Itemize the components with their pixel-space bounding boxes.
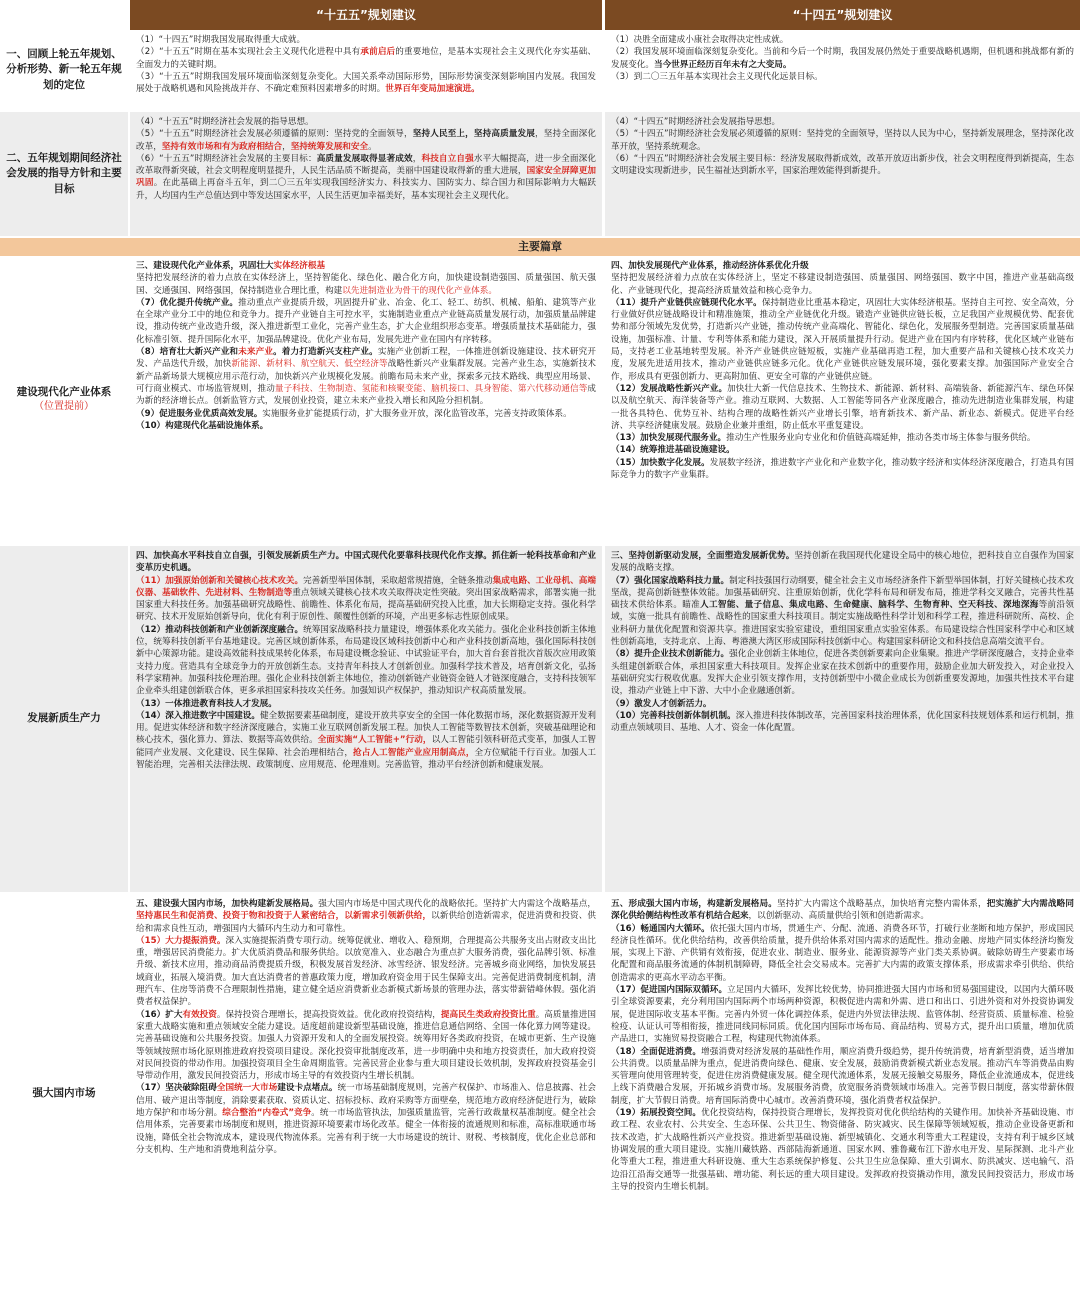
text-run: 综合整治“内卷式”竞争 xyxy=(222,1108,312,1119)
text-run: （4）“十四五”时期经济社会发展指导思想。 xyxy=(611,117,781,127)
text-run: （2）“十五五”时期在基本实现社会主义现代化进程中具有 xyxy=(136,47,361,58)
row-label xyxy=(0,112,128,236)
text-run: 全方位赋能千行百业。加强人工智能治理，完善相关法律法规、政策制度、应用规范、伦理准则。完善监管，推动平台经济创新和健康发展。 xyxy=(136,747,596,771)
text-run: 依托强大国内市场，贯通生产、分配、流通、消费各环节，打破行业垄断和地方保护，形成国民经济良性循环。优化供给结构，改善供给质量，提升供给体系对国内需求的适配性。推动金融、房地产同实体经济均衡发展，实现上下游、产供销有效衔接，促进农业、制造业、服务业、能源资源等产业门类关系协调。破除妨碍生产要素市场化配置和商品服务流通的体制机制障碍，降低全社会交易成本。完善扩大内需的政策支撑体系，形成需求牵引供给、供给创造需求的更高水平动态平衡。 xyxy=(611,923,1074,983)
text-run: 把实施扩大内需战略同深化供给侧结构性改革有机结合起来 xyxy=(611,899,1074,922)
text-run: 世界百年变局加速演进。 xyxy=(385,84,480,95)
text-run: （2）我国发展环境面临深刻复杂变化。当前和今后一个时期，我国发展仍然处于重要战略机遇期，但机遇和挑战都有新的发展变化。 xyxy=(611,47,1074,70)
text-run: ， xyxy=(412,153,422,164)
paragraph xyxy=(611,153,1074,178)
paragraph xyxy=(136,935,596,1009)
text-run: 国家安全屏障更加巩固 xyxy=(136,166,596,189)
text-run: （7）强化国家战略科技力量。 xyxy=(611,575,730,586)
text-run: （12）发展战略性新兴产业。 xyxy=(611,383,728,394)
comparison-row xyxy=(0,112,1080,236)
text-run: 有效投资 xyxy=(182,1009,217,1020)
text-run: 建设卡点堵点。 xyxy=(277,1083,338,1094)
row-label xyxy=(0,546,128,892)
text-run: 实施服务业扩能提质行动，扩大服务业开放，深化监管改革，完善支持政策体系。 xyxy=(262,408,572,419)
text-run: （8）提升企业技术创新能力。 xyxy=(611,649,730,660)
row-label-text: 强大国内市场 xyxy=(32,1086,96,1099)
paragraph xyxy=(611,550,1074,575)
text-run: 健全数据要素基础制度，建设开放共享安全的全国一体化数据市场，深化数据资源开发利用。促进实体经济和数字经济深度融合，实施工业互联网创新发展工程。加快人工智能等数智技术创新，突破基础理论和核心技术，强化算力、算法、数据等高效供给。 xyxy=(136,710,596,746)
corner-header xyxy=(0,0,128,30)
text-run: 统一市场基础制度规则，完善产权保护、市场准入、信息披露、社会信用、破产退出等制度，消除要素获取、资质认定、招标投标、政府采购等方面壁垒，规范地方政府经济促进行为，破除地方保护和市场分割。 xyxy=(136,1083,596,1119)
text-run: 的重要地位，是基本实现社会主义现代化夯实基础、全面发力的关键时期。 xyxy=(136,47,596,70)
text-run: 。在此基础上再奋斗五年，到二〇三五年实现我国经济实力、科技实力、国防实力、综合国力和国际影响力大幅跃升，人均国内生产总值达到中等发达国家水平，人民生活更加幸福美好，基本实现社会主义现代化。 xyxy=(136,178,596,201)
text-run: 四、加快发展现代产业体系，推动经济体系优化升级 xyxy=(611,261,809,271)
cell-15th-plan xyxy=(130,894,602,1293)
comparison-row xyxy=(0,894,1080,1293)
paragraph xyxy=(611,34,1074,46)
text-run: 成为新的经济增长点。创新监管方式，发展创业投资，建立未来产业投入增长和风险分担机制。 xyxy=(136,383,596,407)
text-run: 战略性新兴产业集群发展。完善产业生态，实施新技术新产品新场景大规模应用示范行动，加快新兴产业规模化发展。前瞻布局未来产业，探索多元技术路线、典型应用场景、可行商业模式、市场监管规则，推动 xyxy=(136,359,596,394)
cell-14th-plan xyxy=(605,256,1080,544)
cell-15th-plan xyxy=(130,30,602,110)
paragraph xyxy=(136,1082,596,1156)
text-run: 实施产业创新工程，一体推进创新设施建设、技术研究开发、产品迭代升级，加快 xyxy=(136,347,596,370)
cell-14th-plan xyxy=(605,30,1080,110)
paragraph xyxy=(611,1046,1074,1107)
text-run: 统筹国家战略科技力量建设，增强体系化攻关能力。强化企业科技创新主体地位，统筹科技创新平台基地建设。完善区域创新体系，布局建设区域科技创新中心和产业科技创新高地，强化国际科技创新中心策源功能。建设高效能科技成果转化体系，布局建设概念验证、中试验证平台，加大首台套首批次首版次应用政策支持力度。营造具有全球竞争力的开放创新生态。支持青年科技人才创新创业。加强科学技术普及，培育创新文化，弘扬科学家精神。加强科技伦理治理。强化企业科技创新主体地位，推动创新链产业链资金链人才链深度融合，支持科技领军企业牵头组建创新联合体，更多承担国家科技攻关任务。加强知识产权保护，推动知识产权高质量发展。 xyxy=(136,624,596,697)
text-run: 全面实施“人工智能+”行动， xyxy=(317,735,432,746)
paragraph xyxy=(136,46,596,71)
text-run: 。着力打造新兴支柱产业。 xyxy=(273,347,378,358)
text-run: 。高质量推进国家重大战略实施和重点领域安全能力建设。适度超前建设新型基础设施，推进信息通信网络、全国一体化算力网等建设。完善基础设施和公共服务投资。加强人力资源开发和人的全面发展投资。统筹用好各类政府投资，在城市更新、生产设施等领域按照市场化原则推进政府投资项目建设。深化投资审批制度改革，进一步明确中央和地方投资责任，加大政府投资对民间投资的带动作用。加强投资项目全生命周期监管。完善民营企业参与重大项目建设长效机制，发挥政府投资基金引导带动作用，激发民间投资活力，形成市场主导的有效投资内生增长机制。 xyxy=(136,1009,596,1082)
paragraph xyxy=(136,408,596,420)
paragraph xyxy=(136,550,596,575)
paragraph xyxy=(611,457,1074,482)
paragraph xyxy=(611,698,1074,710)
text-run: 以人工智能引领科研范式变革，加强人工智能同产业发展、文化建设、民生保障、社会治理相结合， xyxy=(136,735,596,758)
text-run: 保持制造业比重基本稳定，巩固壮大实体经济根基。坚持自主可控、安全高效，分行业做好供应链战略设计和精准施策，推动全产业链优化升级。锻造产业链供应链长板，立足我国产业规模优势、配套优势和部分领域先发优势，打造新兴产业链，推动传统产业高端化、智能化、绿色化，发展服务型制造。完善国家质量基础设施，加强标准、计量、专利等体系和能力建设，深入开展质量提升行动。促进产业在国内有序转移，优化区域产业链布局，支持老工业基地转型发展。补齐产业链供应链短板，实施产业基础再造工程，加大重要产品和关键核心技术攻关力度，发展先进适用技术，推动产业链供应链多元化。优化产业链供应链发展环境，强化要素支撑。加强国际产业安全合作，形成具有更强创新力、更高附加值、更安全可靠的产业链供应链。 xyxy=(611,297,1074,382)
paragraph xyxy=(136,898,596,935)
paragraph xyxy=(611,432,1074,444)
text-run: 。 xyxy=(368,141,377,152)
comparison-row xyxy=(0,30,1080,110)
text-run: 承前启后 xyxy=(360,47,396,58)
text-run: （13）加快发展现代服务业。 xyxy=(611,433,727,444)
paragraph xyxy=(611,648,1074,697)
text-run: （3）“十五五”时期我国发展环境面临深刻复杂变化。大国关系牵动国际形势，国际形势演变深刻影响国内发展。我国发展处于战略机遇和风险挑战并存、不确定难预料因素增多的时期。 xyxy=(136,71,596,95)
paragraph xyxy=(136,698,596,710)
text-run: 重点领域关键核心技术攻关取得决定性突破。突出国家战略需求，部署实施一批国家重大科技任务。加强基础研究战略性、前瞻性、体系化布局，提高基础研究投入比重，加大长期稳定支持。强化科学研究、技术开发原始创新导向，优化有利于原创性、颠覆性创新的环境，产出更多标志性原创成果。 xyxy=(136,587,596,623)
text-run: （19）拓展投资空间。 xyxy=(611,1108,702,1119)
text-run: 推动重点产业提质升级，巩固提升矿业、冶金、化工、轻工、纺织、机械、船舶、建筑等产业在全球产业分工中的地位和竞争力。提升产业链自主可控水平，实施制造业重点产业链高质量发展行动，加强质量品牌建设，推动传统产业改造升级，深入推进新型工业化，完善产业生态，扩大企业组织形态变革。增强质量技术基础能力，强化标准引领、提升国际化水平，加强品牌建设。优化产业布局，发展先进产业在国内有序转移。 xyxy=(136,297,596,345)
text-run: （15）大力提振消费。 xyxy=(136,935,226,946)
text-run: 发展数字经济，推进数字产业化和产业数字化，推动数字经济和实体经济深度融合，打造具有国际竞争力的数字产业集群。 xyxy=(611,457,1074,481)
paragraph xyxy=(611,46,1074,71)
text-run: 。统一市场监管执法，加强质量监管，完善行政裁量权基准制度。健全社会信用体系，完善要素市场制度和规则，推进资源环境要素市场化改革。健全一体衔接的流通规则和标准，高标准联通市场设施，降低全社会物流成本，建设现代物流体系。完善有利于统一大市场建设的统计、财税、考核制度，优化企业总部和分支机构、生产地和消费地利益分享。 xyxy=(136,1108,596,1155)
text-run: （11）提升产业链供应链现代化水平。 xyxy=(611,297,762,308)
paragraph xyxy=(136,710,596,771)
text-run: 科技自立自强 xyxy=(421,153,474,164)
cell-15th-plan xyxy=(130,256,602,544)
text-run: （17）促进国内国际双循环。 xyxy=(611,985,728,996)
text-run: 高质量发展取得显著成效 xyxy=(316,153,413,164)
text-run: 。保持投资合理增长，提高投资效益。优化政府投资结构， xyxy=(216,1009,441,1020)
paragraph xyxy=(136,346,596,407)
cell-14th-plan xyxy=(605,112,1080,236)
text-run: ，坚持全面深化改革， xyxy=(136,129,596,152)
paragraph xyxy=(611,898,1074,923)
text-run: 坚持人民至上，坚持高质量发展 xyxy=(412,129,535,140)
text-run: （5）“十五五”时期经济社会发展必须遵循的原则：坚持党的全面领导， xyxy=(136,129,413,140)
text-run: 以先进制造业为骨干的现代化产业体系。 xyxy=(342,285,497,296)
text-run: （15）加快数字化发展。 xyxy=(611,457,710,468)
text-run: （7）优化提升传统产业。 xyxy=(136,297,239,308)
text-run: （11）加强原始创新和关键核心技术攻关。 xyxy=(136,575,304,586)
text-run: 四、加快高水平科技自立自强，引领发展新质生产力。 xyxy=(136,551,345,561)
text-run: 全国统一大市场 xyxy=(216,1083,278,1094)
text-run: 水平大幅提高，进一步全面深化改革取得新突破，社会文明程度明显提升，人民生活品质不断提高，美丽中国建设取得新的重大进展， xyxy=(136,153,596,177)
text-run: （5）“十四五”时期经济社会发展必须遵循的原则：坚持党的全面领导，坚持以人民为中心，坚持新发展理念，坚持深化改革开放，坚持系统观念。 xyxy=(611,129,1074,152)
text-run: 抢占人工智能产业应用制高点， xyxy=(353,747,475,758)
text-run: 以新供给创造新需求，促进消费和投资、供给和需求良性互动，增强国内大循环内生动力和可靠性。 xyxy=(136,911,596,934)
text-run: （18）全面促进消费。 xyxy=(611,1046,702,1057)
text-run: （10）完善科技创新体制机制。 xyxy=(611,710,736,721)
text-run: 中国式现代化要靠科技现代化作支撑。抓住新一轮科技革命和产业变革历史机遇。 xyxy=(136,551,596,574)
paragraph xyxy=(136,272,596,297)
text-run: 强化企业创新主体地位，促进各类创新要素向企业集聚。推进产学研深度融合，支持企业牵头组建创新联合体，承担国家重大科技项目。发挥企业家在技术创新中的重要作用，鼓励企业加大研发投入，对企业投入基础研究实行税收优惠。发挥大企业引领支撑作用，支持创新型中小微企业成长为创新重要发源地，加强共性技术平台建设，推动产业链上中下游、大中小企业融通创新。 xyxy=(611,649,1074,697)
cell-15th-plan xyxy=(130,112,602,236)
paragraph xyxy=(611,272,1074,297)
comparison-row xyxy=(0,256,1080,544)
paragraph xyxy=(136,34,596,46)
paragraph xyxy=(611,984,1074,1045)
text-run: 新能源、新材料、航空航天、低空经济等 xyxy=(231,359,388,370)
text-run: （14）深入推进数字中国建设。 xyxy=(136,710,260,721)
paragraph xyxy=(136,71,596,96)
text-run: 制定科技强国行动纲要，健全社会主义市场经济条件下新型举国体制，打好关键核心技术攻坚战，提高创新链整体效能。加强基础研究、注重原始创新，优化学科布局和研发布局，推进学科交叉融合，完善共性基础技术供给体系。瞄准 xyxy=(611,575,1074,611)
text-run: 三、建设现代化产业体系，巩固壮大 xyxy=(136,261,274,271)
text-run: （16）畅通国内大循环。 xyxy=(611,923,710,934)
row-label-text: 一、回顾上轮五年规划、分析形势、新一轮五年规划的定位 xyxy=(6,48,122,91)
text-run: 实体经济根基 xyxy=(273,261,326,271)
text-run: 坚持惠民生和促消费、投资于物和投资于人紧密结合，以新需求引领新供给， xyxy=(136,911,432,922)
paragraph xyxy=(611,128,1074,153)
paragraph xyxy=(136,1009,596,1083)
text-run: （4）“十五五”时期经济社会发展的指导思想。 xyxy=(136,117,314,127)
text-run: 提高民生类政府投资比重 xyxy=(440,1009,536,1020)
paragraph xyxy=(611,710,1074,735)
text-run: 五、形成强大国内市场，构建新发展格局。 xyxy=(611,899,778,909)
text-run: 强大国内市场是中国式现代化的战略依托。坚持扩大内需这个战略基点， xyxy=(318,899,596,909)
paragraph xyxy=(611,116,1074,128)
text-run: 三、坚持创新驱动发展，全面塑造发展新优势。 xyxy=(611,551,795,561)
text-run: 增强消费对经济发展的基础性作用，顺应消费升级趋势，提升传统消费，培育新型消费，适当增加公共消费。以质量品牌为重点，促进消费向绿色、健康、安全发展，鼓励消费新模式新业态发展。推动汽车等消费品由购买管理向使用管理转变，促进住房消费健康发展。健全现代流通体系，发展无接触交易服务，降低企业流通成本，促进线上线下消费融合发展，开拓城乡消费市场。发展服务消费，放宽服务消费领域市场准入。完善节假日制度，落实带薪休假制度，扩大节假日消费。培育国际消费中心城市。改善消费环境，强化消费者权益保护。 xyxy=(611,1046,1074,1106)
text-run: 量子科技、生物制造、氢能和核聚变能、脑机接口、具身智能、第六代移动通信等 xyxy=(274,383,588,394)
text-run: （1）“十四五”时期我国发展取得重大成就。 xyxy=(136,35,306,45)
paragraph xyxy=(136,624,596,698)
text-run: 优化投资结构，保持投资合理增长，发挥投资对优化供给结构的关键作用。加快补齐基础设施、市政工程、农业农村、公共安全、生态环保、公共卫生、物资储备、防灾减灾、民生保障等领域短板，推动企业设备更新和技术改造，扩大战略性新兴产业投资。推进新型基础设施、新型城镇化、交通水利等重大工程建设，支持有利于城乡区域协调发展的重大项目建设。实施川藏铁路、西部陆海新通道、国家水网、雅鲁藏布江下游水电开发、星际探测、北斗产业化等重大工程，推进重大科研设施、重大生态系统保护修复、公共卫生应急保障、重大引调水、防洪减灾、送电输气、沿边沿江沿海交通等一批强基础、增功能、利长远的重大项目建设。发挥政府投资撬动作用，激发民间投资活力，形成市场主导的投资内生增长机制。 xyxy=(611,1108,1074,1192)
text-run: 加快壮大新一代信息技术、生物技术、新能源、新材料、高端装备、新能源汽车、绿色环保以及航空航天、海洋装备等产业。推动互联网、大数据、人工智能等同各产业深度融合，推动先进制造业集群发展，构建一批各具特色、优势互补、结构合理的战略性新兴产业增长引擎，培育新技术、新产品、新业态、新模式。促进平台经济、共享经济健康发展。鼓励企业兼并重组，防止低水平重复建设。 xyxy=(611,383,1074,431)
text-run: 坚持把发展经济的着力点放在实体经济上，坚持智能化、绿色化、融合化方向，加快建设制造强国、质量强国、航天强国、交通强国、网络强国，保持制造业合理比重，构建 xyxy=(136,273,596,296)
row-label-text: 二、五年规划期间经济社会发展的指导方针和主要目标 xyxy=(6,152,122,195)
text-run: 深入推进科技体制改革，完善国家科技治理体系，优化国家科技规划体系和运行机制，推动重点领域项目、基地、人才、资金一体化配置。 xyxy=(611,710,1074,734)
text-run: （8）培育壮大新兴产业和 xyxy=(136,347,239,358)
text-run: 等前沿领域，实施一批具有前瞻性、战略性的国家重大科技项目。制定实施战略性科学计划和科学工程，推进科研院所、高校、企业科研力量优化配置和资源共享。推进国家实验室建设，重组国家重点实验室体系。布局建设综合性国家科学中心和区域性创新高地，支持北京、上海、粤港澳大湾区形成国际科技创新中心。构建国家科研论文和科技信息高端交流平台。 xyxy=(611,600,1074,648)
paragraph xyxy=(136,260,596,272)
text-run: （6）“十五五”时期经济社会发展的主要目标： xyxy=(136,153,317,164)
paragraph xyxy=(611,260,1074,272)
text-run: 深入实施提振消费专项行动。统筹促就业、增收入、稳预期，合理提高公共服务支出占财政支出比重，增强居民消费能力。扩大优质消费品和服务供给。以放宽准入、业态融合为重点扩大服务消费，强化品牌引领、标准升级、新技术应用，推动商品消费提质升级，积极发展首发经济、冰雪经济、银发经济。完善城乡商业网络，加快发展县域商业，拓展入境消费。加大直达消费者的普惠政策力度，增加政府资金用于民生保障支出。完善促进消费制度机制，清理汽车、住房等消费不合理限制性措施，建立健全适应消费新业态新模式新场景的管理办法，落实带薪错峰休假。强化消费者权益保护。 xyxy=(136,935,596,1008)
row-label xyxy=(0,30,128,110)
text-run: 集成电路、工业母机、高端仪器、基础软件、先进材料、生物制造等 xyxy=(136,575,596,598)
text-run: 坚持创新在我国现代化建设全局中的核心地位，把科技自立自强作为国家发展的战略支撑。 xyxy=(611,551,1074,574)
row-label xyxy=(0,894,128,1293)
text-run: （9）激发人才创新活力。 xyxy=(611,698,712,709)
cell-15th-plan xyxy=(130,546,602,892)
paragraph xyxy=(611,383,1074,432)
cell-14th-plan xyxy=(605,894,1080,1293)
text-run: （1）决胜全面建成小康社会取得决定性成就。 xyxy=(611,35,789,45)
header-15th-plan: “十五五”规划建议 xyxy=(130,0,602,30)
text-run: （16）扩大 xyxy=(136,1009,183,1020)
text-run: （9）促进服务业优质高效发展。 xyxy=(136,408,263,419)
text-run: 五、建设强大国内市场，加快构建新发展格局。 xyxy=(136,899,319,909)
text-run: 坚持有效市场和有为政府相结合 xyxy=(161,141,283,152)
text-run: 坚持把发展经济着力点放在实体经济上，坚定不移建设制造强国、质量强国、网络强国、数字中国，推进产业基础高级化、产业链现代化，提高经济质量效益和核心竞争力。 xyxy=(611,273,1074,296)
paragraph xyxy=(136,153,596,202)
text-run: 人工智能、量子信息、集成电路、生命健康、脑科学、生物育种、空天科技、深地深海 xyxy=(700,600,1039,611)
text-run: （14）统筹推进基础设施建设。 xyxy=(611,445,735,456)
paragraph xyxy=(611,575,1074,649)
text-run: （13）一体推进教育科技人才发展。 xyxy=(136,698,277,709)
paragraph xyxy=(136,420,596,432)
paragraph xyxy=(611,1107,1074,1193)
text-run: 当今世界正经历百年未有之大变局。 xyxy=(653,59,792,70)
text-run: ，以创新驱动、高质量供给引领和创造新需求。 xyxy=(748,911,929,922)
text-run: （3）到二〇三五年基本实现社会主义现代化远景目标。 xyxy=(611,71,823,82)
section-banner-main-chapters: 主要篇章 xyxy=(0,238,1080,256)
text-run: （10）构建现代化基础设施体系。 xyxy=(136,420,269,431)
paragraph xyxy=(611,297,1074,383)
row-label-note: （位置提前） xyxy=(34,401,94,413)
text-run: （17）坚决破除阻碍 xyxy=(136,1083,217,1094)
text-run: 立足国内大循环，发挥比较优势，协同推进强大国内市场和贸易强国建设，以国内大循环吸引全球资源要素，充分利用国内国际两个市场两种资源，积极促进内需和外需、进口和出口、引进外资和对外投资协调发展，促进国际收支基本平衡。完善内外贸一体化调控体系，促进内外贸法律法规、监管体制、经营资质、质量标准、检验检疫、认证认可等相衔接，推进同线同标同质。优化国内国际市场布局、商品结构、贸易方式，提升出口质量，增加优质产品进口，实施贸易投资融合工程，构建现代物流体系。 xyxy=(611,985,1074,1045)
paragraph xyxy=(136,128,596,153)
text-run: 坚持扩大内需这个战略基点，加快培育完整内需体系， xyxy=(777,899,987,909)
paragraph xyxy=(136,297,596,346)
paragraph xyxy=(611,923,1074,984)
paragraph xyxy=(136,116,596,128)
paragraph xyxy=(611,71,1074,83)
paragraph xyxy=(611,444,1074,456)
text-run: ， xyxy=(282,141,291,152)
text-run: （6）“十四五”时期经济社会发展主要目标：经济发展取得新成效，改革开放迈出新步伐，社会文明程度得到新提高，生态文明建设实现新进步，民生福祉达到新水平，国家治理效能得到新提升。 xyxy=(611,153,1074,177)
text-run: 未来产业 xyxy=(238,347,274,358)
row-label-text: 建设现代化产业体系 xyxy=(16,386,112,399)
cell-14th-plan xyxy=(605,546,1080,892)
comparison-row xyxy=(0,546,1080,892)
header-14th-plan: “十四五”规划建议 xyxy=(605,0,1080,30)
row-label-text: 发展新质生产力 xyxy=(27,712,101,725)
text-run: 推动生产性服务业向专业化和价值链高端延伸，推动各类市场主体参与服务供给。 xyxy=(726,433,1036,444)
text-run: （12）推动科技创新和产业创新深度融合。 xyxy=(136,624,304,635)
row-label xyxy=(0,256,128,544)
text-run: 坚持统筹发展和安全 xyxy=(290,141,369,152)
text-run: 完善新型举国体制，采取超常规措施，全链条推动 xyxy=(303,575,493,586)
paragraph xyxy=(136,575,596,624)
